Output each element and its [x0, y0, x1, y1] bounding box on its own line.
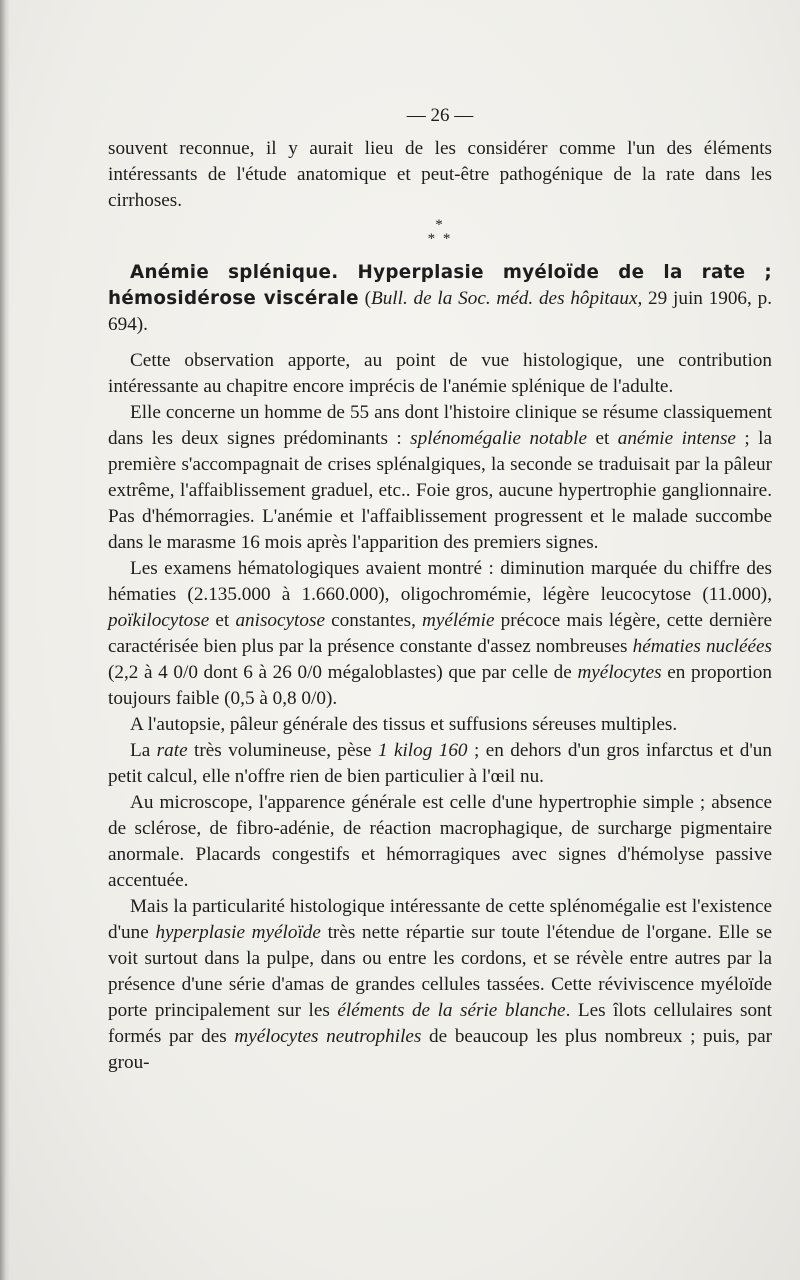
paragraph-7 — [108, 894, 772, 1076]
paragraph-3 — [108, 556, 772, 712]
p3-text-a: Les examens hématologiques avaient montré : diminution marquée du chiffre des hématies (2.135.000 à 1.660.000), oligochromémie, légère leucocytose (11.000), — [108, 558, 772, 605]
p3-italic-myelocytes: myélocytes — [577, 662, 662, 683]
p3-text-d: précoce mais légère, cette dernière caractérisée bien plus par la présence constante d'assez nombreuses — [108, 610, 772, 657]
p2-text-c: ; la première s'accompagnait de crises splénalgiques, la seconde se traduisait par la pâleur extrême, l'affaiblissement graduel, etc.. Foie gros, aucune hypertrophie ganglionnaire. Pas d'hémorragies. L'anémie et l'affaiblissement progressent et le malade succombe dans le marasme 16 mois après l'apparition des premiers signes. — [108, 428, 772, 553]
p5-text-c: ; en dehors d'un gros infarctus et d'un petit calcul, elle n'offre rien de bien particulier à l'œil nu. — [108, 740, 772, 787]
p7-italic-elements: éléments de la série blanche — [337, 1000, 566, 1021]
p5-text-b: très volumineuse, pèse — [187, 740, 378, 761]
p5-text-a: La — [130, 740, 157, 761]
p7-italic-myelocytes: myélocytes neutrophiles — [234, 1026, 422, 1047]
asterism-separator — [390, 214, 490, 252]
asterism-top: * — [435, 217, 445, 233]
p5-italic-rate: rate — [156, 740, 188, 761]
asterism-bottom: * * — [427, 231, 453, 247]
p7-text-a: Mais la particularité histologique intéressante de cette splénomégalie est l'existence d'une — [108, 896, 772, 943]
p7-text-c: . Les îlots cellulaires sont formés par des — [108, 1000, 772, 1047]
intro-paragraph: souvent reconnue, il y aurait lieu de les considérer comme l'un des éléments intéressants de l'étude anatomique et peut-être pathogénique de la rate dans les cirrhoses. — [108, 138, 772, 211]
p3-italic-myelemie: myélémie — [422, 610, 495, 631]
p3-text-c: constantes, — [324, 610, 423, 631]
text-block — [108, 100, 772, 1076]
paragraph-2 — [108, 400, 772, 556]
reference-rest: , 29 juin 1906, p. 694). — [108, 288, 773, 335]
p3-italic-anisocytose: anisocytose — [235, 610, 325, 631]
paragraph-1: Cette observation apporte, au point de vue histologique, une contribution intéressante au chapitre encore imprécis de l'anémie splénique de l'adulte. — [108, 350, 772, 397]
p3-text-e: (2,2 à 4 0/0 dont 6 à 26 0/0 mégaloblastes) que par celle de — [108, 662, 578, 683]
p3-text-b: et — [209, 610, 236, 631]
p2-text-b: et — [587, 428, 618, 449]
page-number: — 26 — — [406, 105, 474, 126]
paragraph-6: Au microscope, l'apparence générale est celle d'une hypertrophie simple ; absence de sclérose, de fibro-adénie, de réaction macrophagique, de surcharge pigmentaire anormale. Placards congestifs et hémorragiques avec signes d'hémolyse passive accentuée. — [108, 792, 772, 891]
p3-italic-hematies: hématies nucléées — [632, 636, 772, 657]
p2-italic-splenomegalie: splénomégalie notable — [410, 428, 587, 449]
section-title: Anémie splénique. Hyperplasie myéloïde de la rate ; hémosidérose viscérale — [108, 262, 772, 309]
p3-italic-poikilocytose: poïkilocytose — [108, 610, 210, 631]
reference-open: ( — [358, 288, 371, 309]
page-edge-shadow — [0, 0, 10, 1280]
p3-text-f: en proportion toujours faible (0,5 à 0,8 0/0). — [108, 662, 772, 709]
p2-italic-anemie: anémie intense — [617, 428, 736, 449]
paragraph-4: A l'autopsie, pâleur générale des tissus et suffusions séreuses multiples. — [130, 714, 678, 735]
p5-italic-weight: 1 kilog 160 — [377, 740, 468, 761]
p7-italic-hyperplasie: hyperplasie myéloïde — [155, 922, 321, 943]
section-heading — [108, 260, 772, 338]
reference-journal: Bull. de la Soc. méd. des hôpitaux — [370, 288, 638, 309]
p2-text-a: Elle concerne un homme de 55 ans dont l'histoire clinique se résume classiquement dans les deux signes prédominants : — [108, 402, 772, 449]
p7-text-d: de beaucoup les plus nombreux ; puis, par grou- — [108, 1026, 773, 1073]
paragraph-5 — [108, 738, 772, 790]
p7-text-b: très nette répartie sur toute l'étendue de l'organe. Elle se voit surtout dans la pulpe, dans ou entre les cordons, et se révèle entre autres par la présence d'une série d'amas de grandes cellules tassées. Cette réviviscence myéloïde porte principalement sur les — [108, 922, 772, 1021]
